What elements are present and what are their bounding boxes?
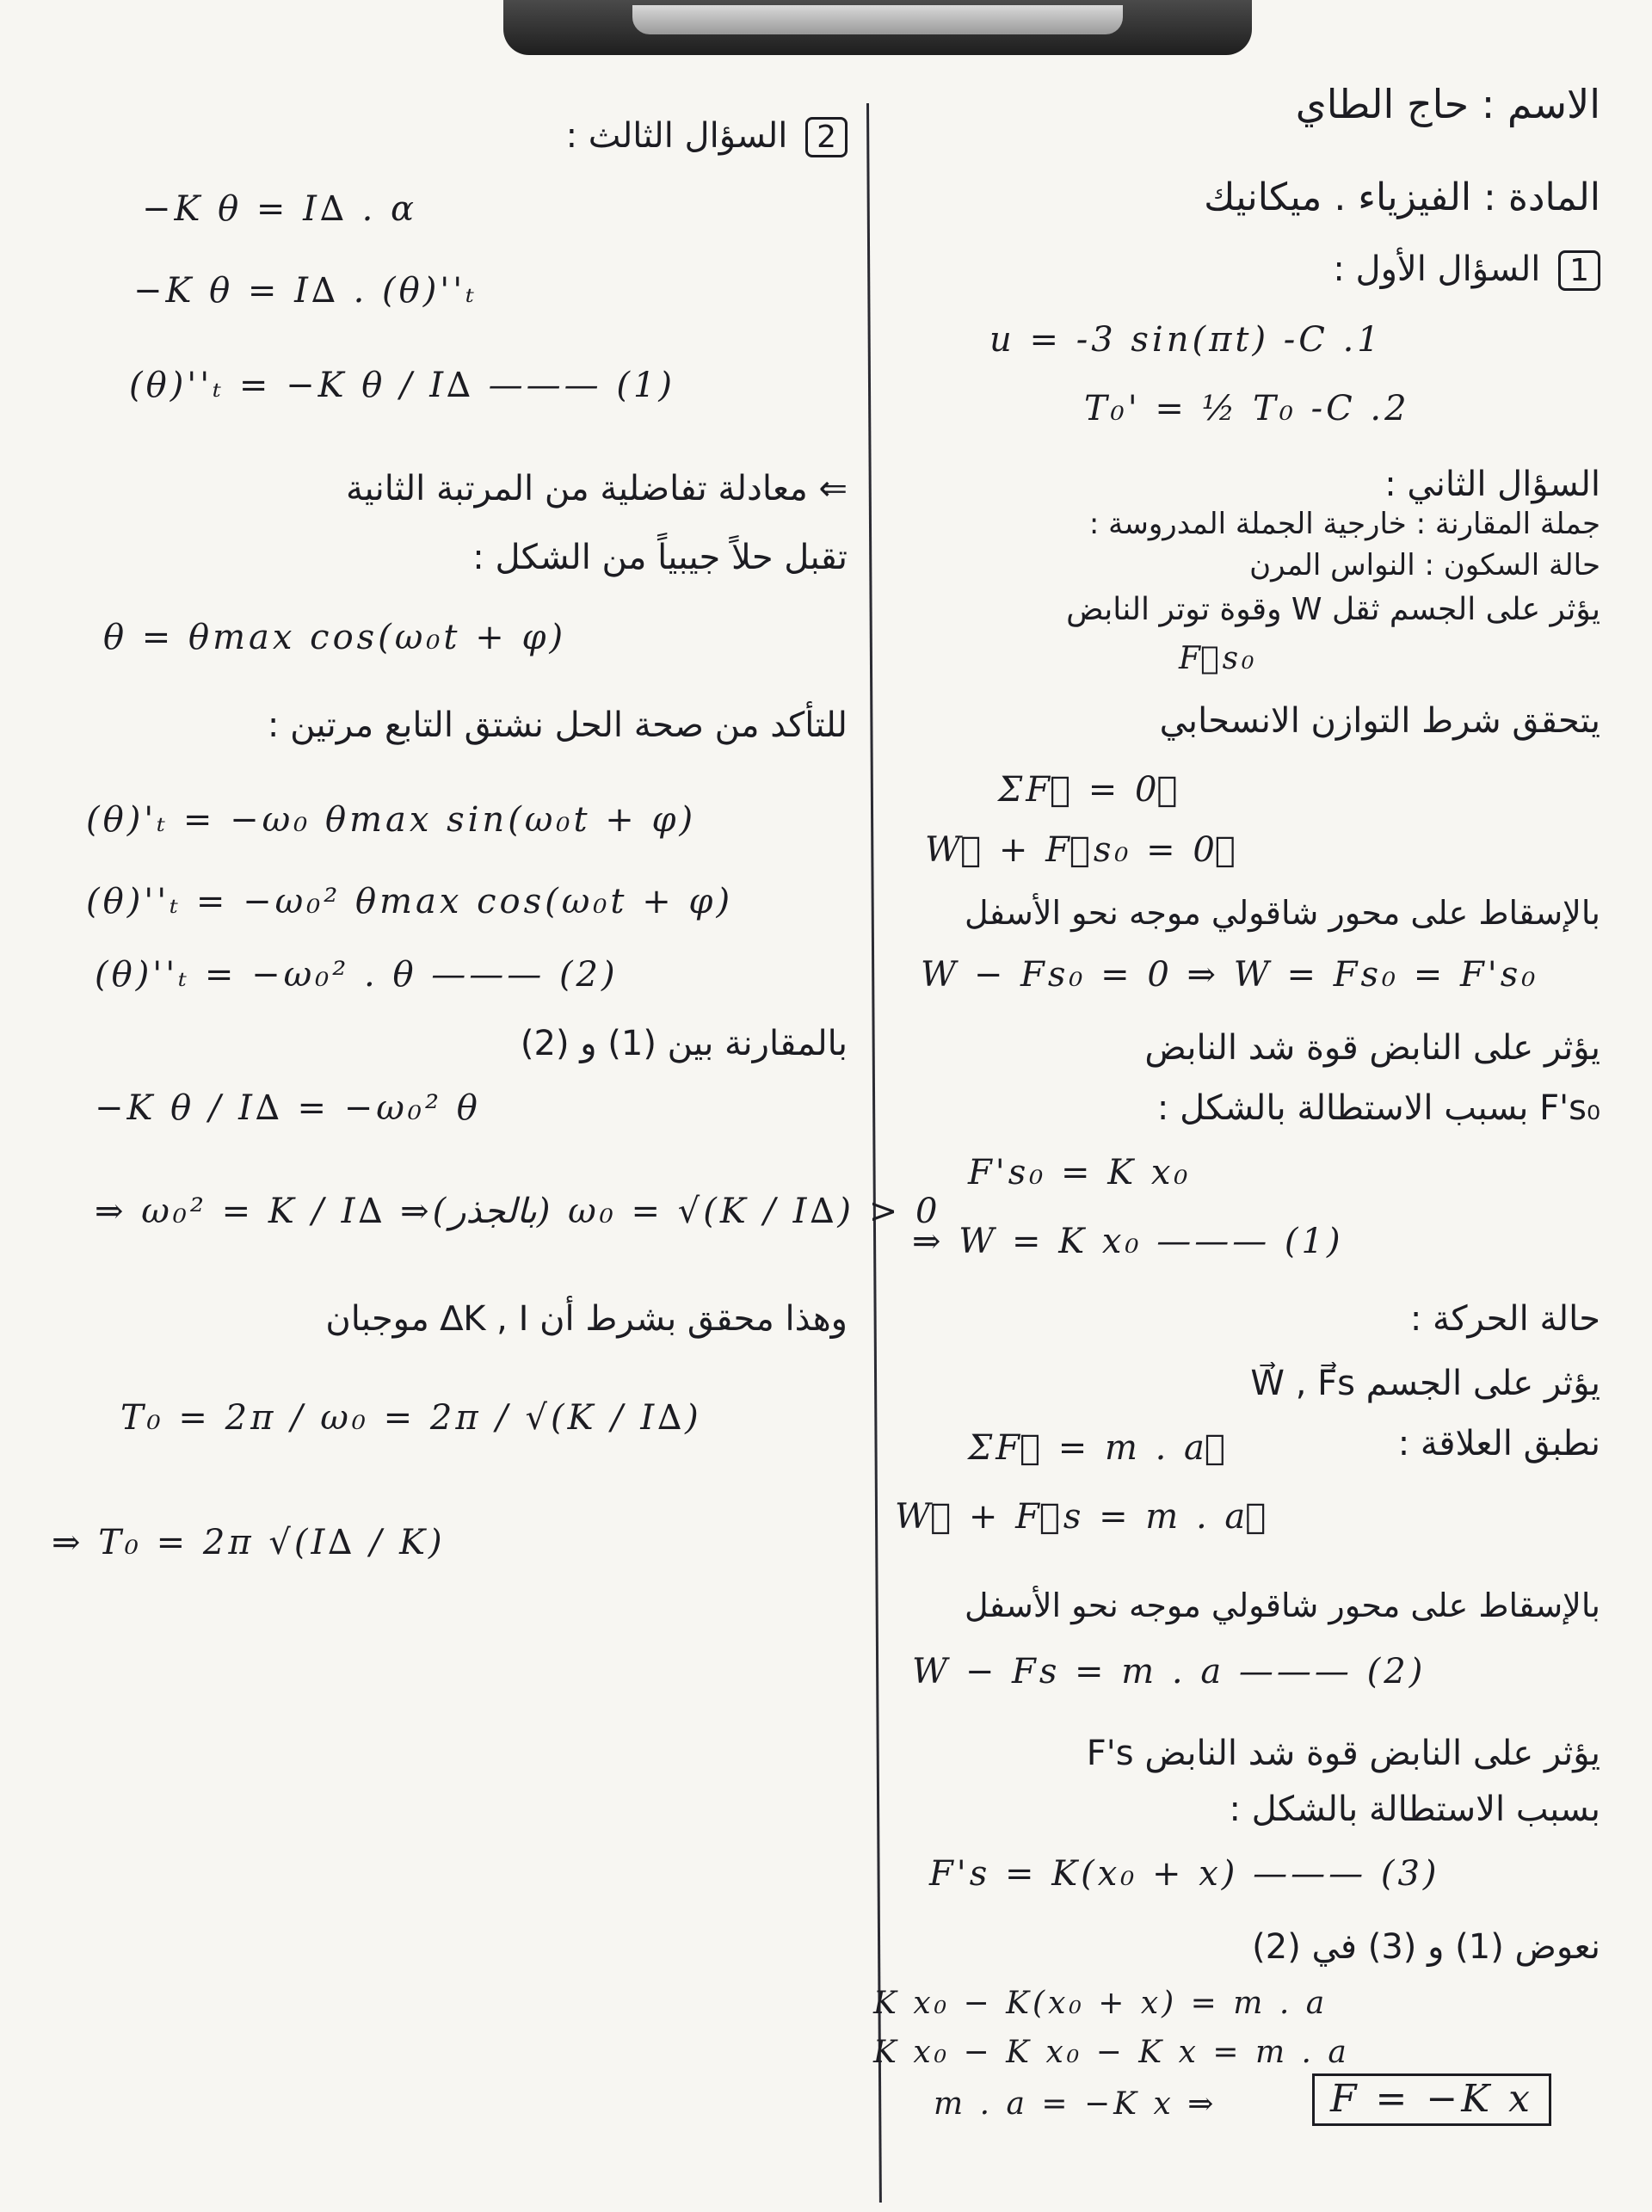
compare-text: بالمقارنة بين (1) و (2) [520, 1024, 848, 1063]
solution-equation: θ = θmax cos(ω₀t + φ) [103, 618, 567, 657]
question-3-number: 2 [805, 117, 848, 157]
substitution-2: K x₀ − K x₀ − K x = m . a [873, 2035, 1350, 2070]
clipboard-clip [503, 0, 1252, 55]
left-eq-1: −K θ = I∆ . α [142, 189, 418, 229]
second-derivative-simplified: (θ)''ₜ = −ω₀² . θ ——— (2) [95, 955, 619, 995]
forces-rest-2: F⃗s₀ [1179, 641, 1258, 676]
study-frame: جملة المقارنة : خارجية الجملة المدروسة : [1088, 507, 1600, 541]
verify-text: للتأكد من صحة الحل نشتق التابع مرتين : [267, 705, 848, 745]
column-divider [866, 103, 882, 2203]
spring-force-text-3: يؤثر على النابض قوة شد النابض F's [1086, 1734, 1600, 1773]
positivity-condition: وهذا محقق بشرط أن K , I∆ موجبان [325, 1299, 848, 1339]
motion-state: حالة الحركة : [1409, 1299, 1600, 1339]
student-name: الاسم : حاج الطاي [1295, 81, 1600, 127]
question-1-header [1333, 250, 1600, 291]
second-derivative: (θ)''ₜ = −ω₀² θmax cos(ω₀t + φ) [86, 882, 734, 921]
spring-force-text-2: F's₀ بسبب الاستطالة بالشكل : [1156, 1088, 1600, 1128]
left-eq-3: (θ)''ₜ = −K θ / I∆ ——— (1) [129, 366, 676, 405]
period-equation-1: T₀ = 2π / ω₀ = 2π / √(K / I∆) [120, 1398, 702, 1438]
equation-w-kx0: ⇒ W = K x₀ ——— (1) [912, 1222, 1344, 1261]
question-1-title: السؤال الأول : [1333, 250, 1541, 289]
newton-second-law: ΣF⃗ = m . a⃗ [968, 1428, 1229, 1468]
sinusoidal-solution-text: تقبل حلاً جيبياً من الشكل : [472, 538, 848, 577]
question-3-header [566, 116, 848, 157]
period-equation-2: ⇒ T₀ = 2π √(I∆ / K) [52, 1523, 446, 1562]
apply-law: نطبق العلاقة : [1397, 1424, 1600, 1463]
substitute-text: نعوض (1) و (3) في (2) [1252, 1927, 1600, 1967]
rest-state: حالة السكون : النواس المرن [1249, 548, 1600, 582]
sum-forces-zero: ΣF⃗ = 0⃗ [998, 770, 1181, 810]
question-1-number: 1 [1558, 250, 1600, 291]
differential-equation-text: ⇐ معادلة تفاضلية من المرتبة الثانية [346, 469, 848, 508]
substitution-1: K x₀ − K(x₀ + x) = m . a [873, 1986, 1328, 2021]
forces-motion: يؤثر على الجسم W⃗ , F⃗s [1250, 1364, 1600, 1403]
subject-line: المادة : الفيزياء . ميكانيك [1204, 176, 1600, 219]
clipboard-clip-inner [632, 5, 1123, 34]
spring-force-text-1: يؤثر على النابض قوة شد النابض [1144, 1028, 1600, 1068]
vector-sum-motion: W⃗ + F⃗s = m . a⃗ [895, 1497, 1270, 1537]
q1-item-2: T₀' = ½ T₀ -C .2 [1084, 389, 1410, 428]
projection-down-1: بالإسقاط على محور شاقولي موجه نحو الأسفل [965, 894, 1600, 932]
question-3-title: السؤال الثالث : [565, 116, 788, 156]
equation-w-fs0: W − Fs₀ = 0 ⇒ W = Fs₀ = F's₀ [921, 955, 1539, 995]
equation-3: F's = K(x₀ + x) ——— (3) [929, 1854, 1440, 1894]
vector-sum-rest: W⃗ + F⃗s₀ = 0⃗ [925, 830, 1239, 870]
final-result-box: F = −K x [1312, 2073, 1551, 2126]
equation-fs0-kx0: F's₀ = K x₀ [968, 1153, 1192, 1192]
first-derivative: (θ)'ₜ = −ω₀ θmax sin(ω₀t + φ) [86, 800, 697, 840]
equation-2: W − Fs = m . a ——— (2) [912, 1652, 1427, 1691]
question-2-header: السؤال الثاني : [1384, 465, 1600, 504]
equilibrium-condition: يتحقق شرط التوازن الانسحابي [1159, 701, 1600, 741]
forces-rest-1: يؤثر على الجسم ثقل W وقوة توتر النابض [1066, 592, 1600, 627]
spring-force-text-4: بسبب الاستطالة بالشكل : [1229, 1790, 1600, 1829]
substitution-3: m . a = −K x ⇒ [934, 2086, 1217, 2122]
projection-down-2: بالإسقاط على محور شاقولي موجه نحو الأسفل [965, 1587, 1600, 1624]
q1-item-1: u = -3 sin(πt) -C .1 [989, 320, 1383, 360]
left-eq-2: −K θ = I∆ . (θ)''ₜ [133, 271, 478, 311]
comparison-equation: −K θ / I∆ = −ω₀² θ [95, 1088, 481, 1128]
omega-equation: ⇒ ω₀² = K / I∆ ⇒(بالجذر) ω₀ = √(K / I∆) > 0 [95, 1192, 941, 1231]
